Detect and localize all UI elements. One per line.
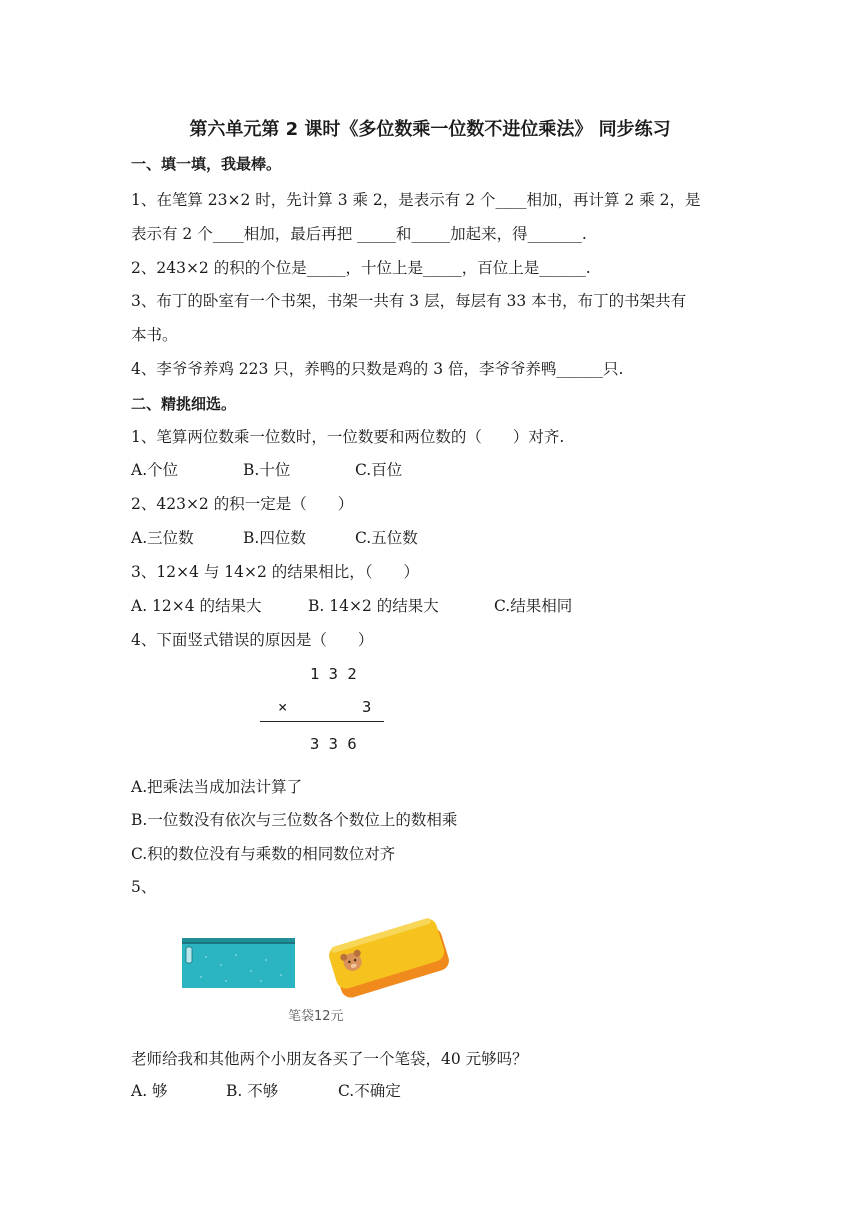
s2-q5: 5、 bbox=[131, 878, 157, 896]
s2-q2: 2、423×2 的积一定是（ ） bbox=[131, 495, 354, 513]
price-caption: 笔袋12元 bbox=[288, 1009, 344, 1024]
multiplicand: 1 3 2 bbox=[310, 665, 357, 683]
option-a: A.个位 bbox=[131, 461, 179, 479]
vertical-multiplication bbox=[260, 665, 390, 760]
divider-line bbox=[260, 721, 384, 722]
option-b: B.四位数 bbox=[243, 529, 306, 547]
s1-q2: 2、243×2 的积的个位是_____，十位上是_____，百位上是______. bbox=[131, 259, 591, 277]
s1-q4: 4、李爷爷养鸡 223 只，养鸭的只数是鸡的 3 倍，李爷爷养鸭______只. bbox=[131, 360, 624, 378]
option-c: C.结果相同 bbox=[494, 597, 573, 615]
yellow-pencil-case-icon bbox=[327, 916, 452, 1001]
option-a: A.三位数 bbox=[131, 529, 194, 547]
s2-q1-options bbox=[131, 459, 402, 481]
s2-q2-options bbox=[131, 527, 418, 549]
option-b: B. 不够 bbox=[226, 1082, 279, 1100]
s2-q5-text: 老师给我和其他两个小朋友各买了一个笔袋，40 元够吗？ bbox=[131, 1050, 528, 1068]
option-c: C.不确定 bbox=[338, 1082, 401, 1100]
section2-heading: 二、精挑细选。 bbox=[131, 395, 237, 413]
option-a: A. 够 bbox=[131, 1082, 168, 1100]
s2-q4: 4、下面竖式错误的原因是（ ） bbox=[131, 631, 374, 649]
s1-q1-line1: 1、在笔算 23×2 时，先计算 3 乘 2，是表示有 2 个____相加，再计算 2 乘 2，是 bbox=[131, 191, 701, 209]
option-c: C.五位数 bbox=[355, 529, 418, 547]
s2-q3-options bbox=[131, 595, 572, 617]
s2-q4-option-c: C.积的数位没有与乘数的相同数位对齐 bbox=[131, 845, 396, 863]
option-a: A. 12×4 的结果大 bbox=[131, 597, 262, 615]
s1-q3-line2: 本书。 bbox=[131, 326, 178, 344]
option-b: B. 14×2 的结果大 bbox=[308, 597, 439, 615]
s2-q4-option-a: A.把乘法当成加法计算了 bbox=[131, 778, 303, 796]
multiply-sign: × bbox=[278, 698, 288, 716]
s2-q1: 1、笔算两位数乘一位数时，一位数要和两位数的（ ）对齐. bbox=[131, 428, 565, 446]
s2-q4-option-b: B.一位数没有依次与三位数各个数位上的数相乘 bbox=[131, 811, 458, 829]
result: 3 3 6 bbox=[310, 735, 357, 753]
multiplier: 3 bbox=[362, 698, 372, 716]
option-b: B.十位 bbox=[243, 461, 291, 479]
s2-q5-options bbox=[131, 1080, 401, 1102]
section1-heading: 一、填一填，我最棒。 bbox=[131, 155, 282, 173]
page-title: 第六单元第 2 课时《多位数乘一位数不进位乘法》 同步练习 bbox=[189, 119, 671, 140]
option-c: C.百位 bbox=[355, 461, 403, 479]
s1-q3-line1: 3、布丁的卧室有一个书架，书架一共有 3 层，每层有 33 本书，布丁的书架共有 bbox=[131, 292, 687, 310]
s1-q1-line2: 表示有 2 个____相加，最后再把 _____和_____加起来，得_______. bbox=[131, 225, 587, 243]
s2-q3: 3、12×4 与 14×2 的结果相比，（ ） bbox=[131, 563, 420, 581]
teal-pencil-case-icon bbox=[182, 938, 295, 988]
